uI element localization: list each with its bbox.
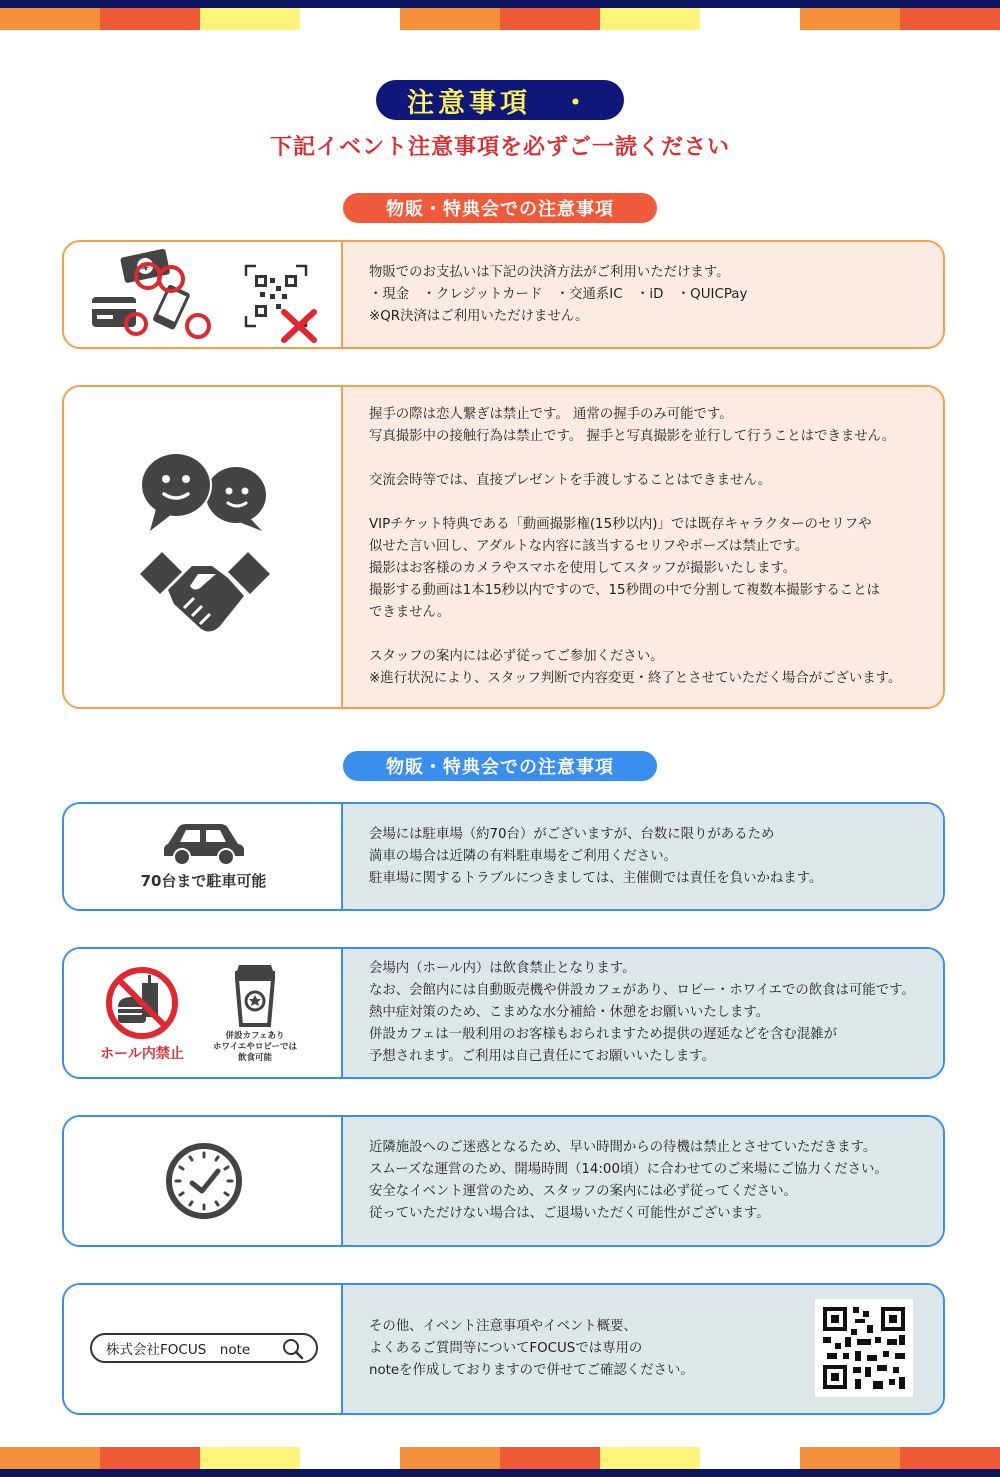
top-decor-stripe [0, 0, 1000, 30]
coffee-cup-icon [231, 963, 279, 1027]
page-subtitle: 下記イベント注意事項を必ずご一読ください [269, 135, 730, 160]
handshake-icon [140, 552, 270, 642]
card-payment-text: 物販でのお支払いは下記の決済方法がご利用いただけます。 ・現金 ・クレジットカード ・交通系IC ・iD ・QUICPay ※QR決済はご利用いただけません。 [343, 242, 943, 347]
section-heading-venue: 物販・特典会での注意事項 [343, 751, 657, 781]
note-search-text: 株式会社FOCUS note [106, 1342, 251, 1358]
bottom-decor-stripe [0, 1447, 1000, 1477]
page-title: 注意事項 ・ [376, 80, 624, 120]
svg-text:¥: ¥ [140, 259, 151, 275]
card-waiting [62, 1115, 945, 1247]
parking-label: 70台まで駐車可能 [140, 872, 267, 890]
chat-bubbles-icon [134, 447, 274, 537]
card-food-text: 会場内（ホール内）は飲食禁止となります。 なお、会館内には自動販売機や併設カフェがあり、ロビー・ホワイエでの飲食は可能です。 熱中症対策のため、こまめな水分補給・休憩をお願いいたします。 併設カフェは一般利用のお客様もおられますため提供の遅延などを含む混雑が 予想されます。ご利用は自己責任にてお願いいたします。 [343, 949, 943, 1077]
card-handshake-rules [62, 385, 945, 709]
cafe-label: 併設カフェあり ホワイエやロビーでは 飲食可能 [212, 1031, 298, 1063]
card-note-info [62, 1283, 945, 1415]
qr-code-icon[interactable] [815, 1299, 913, 1397]
section-heading-merch: 物販・特典会での注意事項 [343, 193, 657, 223]
search-icon [282, 1338, 304, 1360]
payment-methods-icon [64, 242, 343, 347]
note-search-box[interactable] [90, 1333, 318, 1363]
card-payment [62, 240, 945, 349]
card-waiting-text: 近隣施設へのご迷惑となるため、早い時間からの待機は禁止とさせていただきます。 スムーズな運営のため、開場時間（14:00頃）に合わせてのご来場にご協力ください。 安全なイベント運営のため、スタッフの案内には必ず従ってください。 従っていただけない場合は、ご退場いただく可能性がございます。 [343, 1117, 943, 1245]
card-handshake-text: 握手の際は恋人繋ぎは禁止です。 通常の握手のみ可能です。 写真撮影中の接触行為は禁止です。 握手と写真撮影を並行して行うことはできません。 交流会時等では、直接プレゼントを手渡しすることはできません。 VIPチケット特典である「動画撮影権(15秒以内)」では既存キャラクターのセリフや 似せた言い回し、アダルトな内容に該当するセリフやポーズは禁止です。 撮影はお客様のカメラやスマホを使用してスタッフが撮影いたします。 撮影する動画は1本15秒以内ですので、15秒間の中で分割して複数本撮影することは できません。 スタッフの案内には必ず従ってご参加ください。 ※進行状況により、スタッフ判断で内容変更・終了とさせていただく場合がございます。 [343, 387, 943, 707]
card-parking [62, 802, 945, 911]
car-icon [162, 822, 246, 866]
clock-icon [164, 1141, 244, 1221]
card-food [62, 947, 945, 1079]
card-note-text: その他、イベント注意事項やイベント概要、 よくあるご質問等についてFOCUSでは専用の noteを作成しておりますので併せてご確認ください。 [343, 1285, 943, 1413]
no-food-label: ホール内禁止 [100, 1046, 184, 1062]
no-food-icon [104, 965, 180, 1041]
card-parking-text: 会場には駐車場（約70台）がございますが、台数に限りがあるため 満車の場合は近隣の有料駐車場をご利用ください。 駐車場に関するトラブルにつきましては、主催側では責任を負いかねます。 [343, 804, 943, 909]
